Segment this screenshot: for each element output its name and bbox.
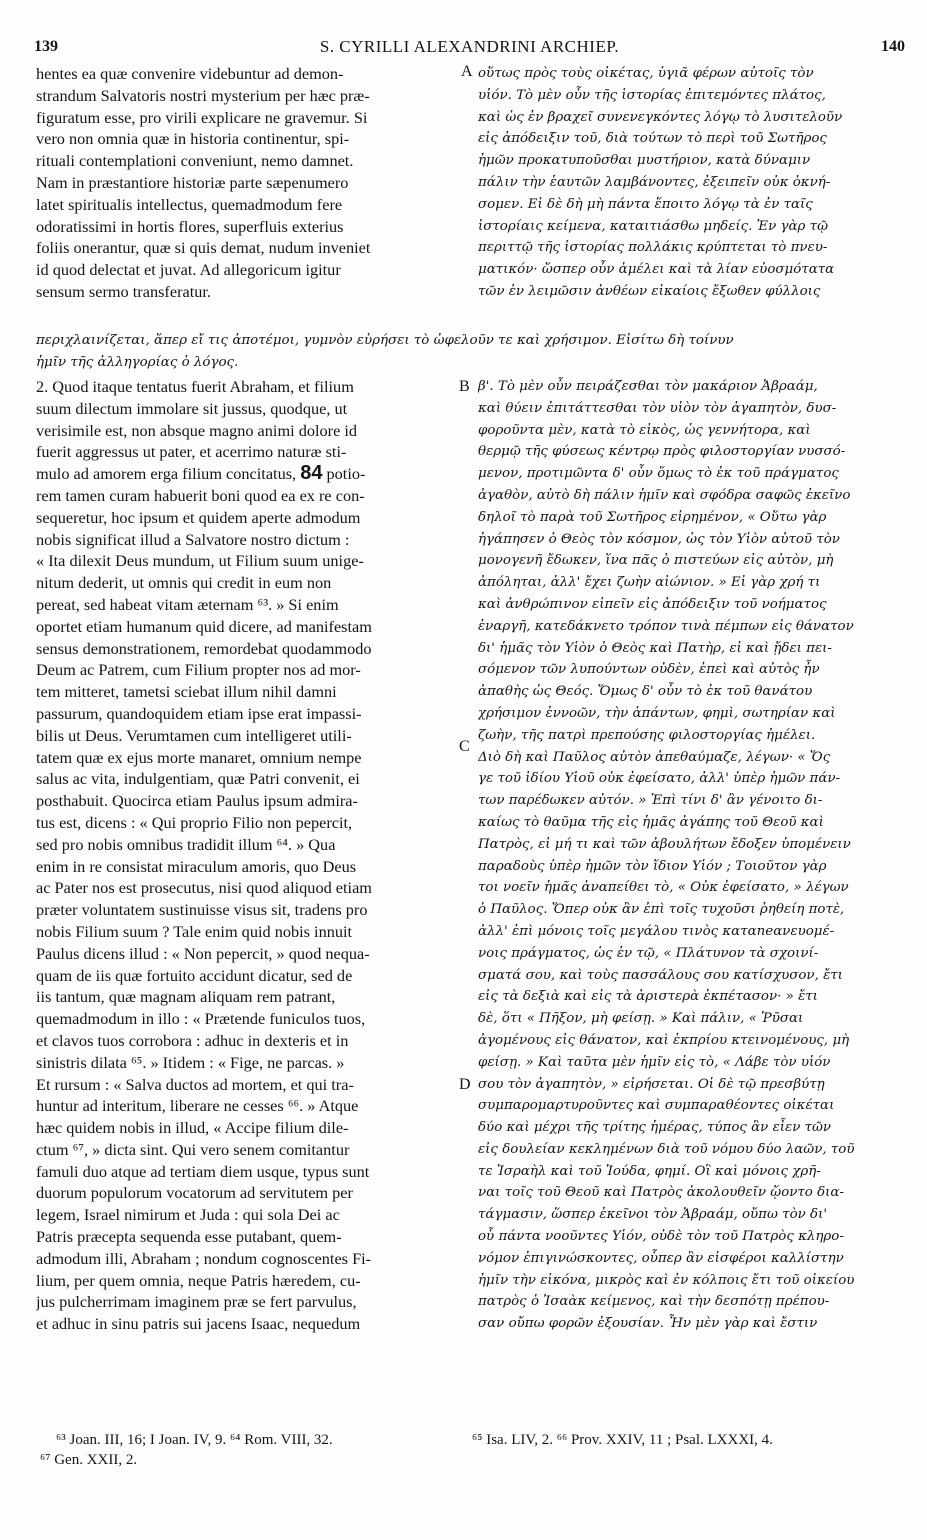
greek-column-main <box>478 376 890 1335</box>
greek-main-line: τε Ἰσραὴλ καὶ τοῦ Ἰούδα, φημί. Οἳ καὶ μόνοις χρῆ- <box>478 1163 821 1179</box>
latin-main-line: salus ac vita, indulgentiam, quæ Patri convenit, ei <box>36 769 360 789</box>
greek-main-line: των παρέδωκεν αὐτόν. » Ἐπὶ τίνι δ' ἂν γένοιτο δι- <box>478 793 823 809</box>
latin-main-line: tatem quæ ex ejus morte manaret, omnium nempe <box>36 747 362 767</box>
latin-main-line: verisimile est, non absque magno animi dolore id <box>36 420 358 440</box>
greek-main-line: τάγμασιν, ὥσπερ ἐκεῖνοι τὸν Ἀβραάμ, οὔπω τὸν δι' <box>478 1207 828 1223</box>
greek-main-line: εἰς δουλείαν κεκλημένων διὰ τοῦ νόμου δύο λαῶν, τοῦ <box>478 1141 855 1157</box>
greek-main-line: σματά σου, καὶ τοὺς πασσάλους σου κατίσχυσον, ἔτι <box>478 967 843 983</box>
latin-top-line: odoratissimi in hortis flores, superfluis exterius <box>36 216 344 236</box>
greek-main-line: παραδοὺς ὑπὲρ ἡμῶν τὸν ἴδιον Υἱόν ; Τοιοῦτον γὰρ <box>478 858 827 874</box>
greek-main-line: ἀγαθὸν, αὐτὸ δὴ πάλιν ἡμῖν καὶ σφόδρα σαφῶς ἐκεῖνο <box>478 487 851 503</box>
latin-main-line: passurum, quandoquidem etiam ipse erat impassi- <box>36 703 362 723</box>
greek-main-line: ἡμῖν τὴν εἰκόνα, μικρὸς καὶ ἐν κόλποις ἔτι τοῦ οἰκείου <box>478 1272 855 1288</box>
latin-main-line: sinistris dilata ⁶⁵. » Itidem : « Fige, ne parcas. » <box>36 1052 345 1072</box>
greek-main-line: πατρὸς ὁ Ἰσαὰκ κείμενος, καὶ τὴν δεσπότῃ πρέπου- <box>478 1294 830 1310</box>
footnote-right-1: ⁶⁵ Isa. LIV, 2. ⁶⁶ Prov. XXIV, 11 ; Psal. LXXXI, 4. <box>472 1432 773 1448</box>
greek-main-line: καὶ ἀνθρώπινον εἰπεῖν εἰς ἀπόδειξιν τοῦ νοήματος <box>478 596 827 612</box>
greek-main-line: ἀλλ' ἐπὶ μόνοις τοῖς μεγάλου τινὸς καταneανευομέ- <box>478 923 835 939</box>
greek-main-line: φοροῦντα μὲν, κατὰ τὸ εἰκὸς, ὡς γεννήτορα, καὶ <box>478 422 811 438</box>
latin-main-line: Et rursum : « Salva ductos ad mortem, et qui tra- <box>36 1074 354 1094</box>
greek-main-line: ἠγάπησεν ὁ Θεὸς τὸν κόσμον, ὡς τὸν Υἱὸν αὐτοῦ τὸν <box>478 531 840 547</box>
greek-top-line: ματικόν· ὥσπερ οὖν ἀμέλει καὶ τὰ λίαν εὐοσμότατα <box>478 262 835 278</box>
greek-full-line: περιχλαινίζεται, ἅπερ εἴ τις ἀποτέμοι, γυμνὸν εὑρήσει τὸ ὠφελοῦν τε καὶ χρήσιμον. Εἰσίτω δὴ τοίνυν <box>36 333 734 348</box>
footnote-left-1: ⁶³ Joan. III, 16; I Joan. IV, 9. ⁶⁴ Rom. VIII, 32. <box>56 1432 333 1448</box>
greek-main-line: εἰς τὰ δεξιὰ καὶ εἰς τὰ ἀριστερὰ ἐκπέτασον· » ἔτι <box>478 989 818 1005</box>
latin-main-line: nobis Filium suum ? Tale enim quid nobis innuit <box>36 921 353 941</box>
latin-main-line: pereat, sed habeat vitam æternam ⁶³. » Si enim <box>36 594 339 614</box>
greek-top-line: καὶ ὡς ἐν βραχεῖ συνενεγκόντες λόγῳ τὸ λυσιτελοῦν <box>478 109 843 125</box>
column-number: 84 <box>300 463 323 485</box>
greek-main-line: ἀπόληται, ἀλλ' ἔχει ζωὴν αἰώνιον. » Εἰ γὰρ χρή τι <box>478 575 821 591</box>
greek-main-line: ἀπαθὴς ὡς Θεός. Ὅμως δ' οὖν τὸ ἐκ τοῦ θανάτου <box>478 684 813 700</box>
latin-main-line: Deum ac Patrem, cum Filium propter nos ad mor- <box>36 660 361 680</box>
greek-top-line: εἰς ἀπόδειξιν τοῦ, διὰ τούτων τὸ περὶ τοῦ Σωτῆρος <box>478 131 827 147</box>
latin-top-line: strandum Salvatoris nostri mysterium per hæc præ- <box>36 85 370 105</box>
greek-main-line: ἀγομένους εἰς θάνατον, καὶ ἐκπρίου κτεινομένους, μὴ <box>478 1032 850 1048</box>
greek-main-line: δὲ, ὅτι « Πῆξον, μὴ φείσῃ. » Καὶ πάλιν, « Ῥῦσαι <box>478 1011 804 1027</box>
latin-main-line: famuli duo atque ad tertiam diem usque, typus sunt <box>36 1161 370 1181</box>
greek-top-line: υἱόν. Τὸ μὲν οὖν τῆς ἱστορίας ἐπιτεμόντες πλάτος, <box>478 87 826 103</box>
greek-main-line: νοις πράγματος, ὡς ἐν τῷ, « Πλάτυνον τὰ σχοινί- <box>478 945 819 961</box>
latin-inline-tail: potio- <box>322 464 366 484</box>
greek-top-line: ἡμῶν προκατυποῦσθαι μυστήριον, κατὰ δύναμιν <box>478 153 811 169</box>
greek-main-line: δύο καὶ μέχρι τῆς τρίτης ἡμέρας, τύπος ἂν εἶεν τῶν <box>478 1120 832 1136</box>
section-marker-d: D <box>459 1076 471 1093</box>
latin-main-line: duorum populorum vocatorum ad servitutem per <box>36 1183 353 1203</box>
greek-main-line: τοι νοεῖν ἡμᾶς ἀναπείθει τὸ, « Οὐκ ἐφείσατο, » λέγων <box>478 880 849 896</box>
greek-top-line: σομεν. Εἰ δὲ δὴ μὴ πάντα ἕποιτο λόγῳ τὰ ἐν ταῖς <box>478 196 813 212</box>
latin-top-line: rituali contemplationi conveniunt, nemo damnet. <box>36 151 354 171</box>
greek-main-line: συμπαρομαρτυροῦντες καὶ συμπαραθέοντες οἰκέται <box>478 1098 835 1114</box>
latin-top-line: id quod delectat et juvat. Ad allegoricum igitur <box>36 260 341 280</box>
latin-main-line: bilis ut Deus. Verumtamen cum intelligeret utili- <box>36 725 352 745</box>
latin-main-line: tus est, dicens : « Qui proprio Filio non pepercit, <box>36 812 353 832</box>
running-title: S. CYRILLI ALEXANDRINI ARCHIEP. <box>319 37 620 56</box>
latin-top-line: latet spiritualis intellectus, quemadmodum fere <box>36 194 343 214</box>
greek-main-line: ὁ Παῦλος. Ὅπερ οὐκ ἂν ἐπὶ τοῖς τυχοῦσι ῥηθείη ποτὲ, <box>478 902 845 918</box>
greek-top-line: οὕτως πρὸς τοὺς οἰκέτας, ὑγιᾶ φέρων αὐτοῖς τὸν <box>478 66 814 81</box>
latin-top-line: Nam in præstantiore historiæ parte sæpenumero <box>36 172 349 192</box>
greek-main-line: ναι τοῖς τοῦ Θεοῦ καὶ Πατρὸς ἀκολουθεῖν ᾤοντο δια- <box>478 1185 844 1201</box>
greek-main-line: Πατρὸς, εἰ μή τι καὶ τῶν ἀβουλήτων ἔδοξεν ὑπομένειν <box>478 836 851 852</box>
latin-main-line: jus pulcherrimam imaginem præ se fert parvulus, <box>36 1292 357 1312</box>
latin-main-line: hæc quidem nobis in illud, « Accipe filium dile- <box>36 1118 349 1138</box>
latin-main-line: ac Pater nos est prosecutus, nisi quod aliquod etiam <box>36 878 372 898</box>
section-marker-c: C <box>459 738 470 755</box>
latin-main-line: posthabuit. Quocirca etiam Paulus ipsum admira- <box>36 791 358 811</box>
greek-top-line: ἱστορίαις κείμενα, καταιτιάσθω μηδείς. Ἐν γὰρ τῷ <box>478 218 828 234</box>
greek-top-line: περιττῷ τῆς ἱστορίας πολλάκις κρύπτεται τὸ πνευ- <box>478 240 828 256</box>
greek-main-line: καίως τὸ θαῦμα τῆς εἰς ἡμᾶς ἀγάπης τοῦ Θεοῦ καὶ <box>478 814 824 830</box>
section-marker-a: A <box>461 63 473 80</box>
page-header <box>34 8 905 56</box>
greek-main-line: μονογενῆ ἔδωκεν, ἵνα πᾶς ὁ πιστεύων εἰς αὐτὸν, μὴ <box>478 553 834 569</box>
latin-main-line: « Ita dilexit Deus mundum, ut Filium suum unige- <box>36 551 364 571</box>
greek-main-line: σου τὸν ἀγαπητὸν, » εἰρήσεται. Οἱ δὲ τῷ πρεσβύτῃ <box>478 1076 825 1092</box>
latin-main-line: quam de iis quæ fortuito accidunt dicatur, sed de <box>36 965 353 985</box>
latin-top-line: figuratum esse, pro virili explicare ne gravemur. Si <box>36 107 368 127</box>
latin-main-line: Paulus dicens illud : « Non pepercit, » quod nequa- <box>36 943 370 963</box>
greek-top-line: τῶν ἐν λειμῶσιν ἀνθέων εἰκαίοις ἔξωθεν φύλλοις <box>478 283 821 299</box>
latin-main-line: iis tantum, quæ magnam aliquam rem patrant, <box>36 987 336 1007</box>
greek-top-line: πάλιν τὴν ἑαυτῶν λαμβάνοντες, ἐξειπεῖν οὐκ ὀκνή- <box>478 174 831 190</box>
greek-main-line: θερμῷ τῆς φύσεως κέντρῳ πρὸς φιλοστοργίαν νυσσό- <box>478 444 846 460</box>
greek-main-line: χρήσιμον ἐννοῶν, τὴν ἁπάντων, φημὶ, σωτηρίαν καὶ <box>478 705 836 721</box>
latin-main-line: huntur ad interitum, liberare ne cesses ⁶⁶. » Atque <box>36 1096 359 1116</box>
page-number-right: 140 <box>881 38 905 55</box>
latin-top-line: foliis onerantur, quæ si quis demat, nudum inveniet <box>36 238 371 258</box>
latin-main-line: mulo ad amorem erga filium concitatus, 84 potio- <box>36 463 366 485</box>
greek-full-line: ἡμῖν τῆς ἀλληγορίας ὁ λόγος. <box>36 354 239 370</box>
latin-main-line: 2. Quod itaque tentatus fuerit Abraham, et filium <box>36 377 354 396</box>
greek-main-line: νόμον ἐπιγινώσκοντες, οὗπερ ἂν εἰσφέροι καλλίστην <box>478 1250 844 1266</box>
greek-column-top <box>478 63 890 303</box>
latin-top-line: vero non omnia quæ in historia continentur, spi- <box>36 129 350 149</box>
latin-top-line: hentes ea quæ convenire videbuntur ad demon- <box>36 64 344 83</box>
latin-main-line: nitum dederit, ut omnis qui credit in eum non <box>36 573 332 593</box>
greek-main-line: μενον, προτιμῶντα δ' οὖν ὅμως τὸ ἐκ τοῦ πράγματος <box>478 466 839 482</box>
latin-main-line: legem, Israel nimirum et Juda : qui sola Dei ac <box>36 1205 340 1225</box>
footnote-left-2: ⁶⁷ Gen. XXII, 2. <box>40 1452 138 1468</box>
greek-main-line: φείσῃ. » Καὶ ταῦτα μὲν ἡμῖν εἰς τὸ, « Λάβε τὸν υἱόν <box>478 1054 831 1070</box>
latin-main-line: ctum ⁶⁷, » dicta sint. Qui vero senem comitantur <box>36 1139 350 1159</box>
latin-main-line: admodum illi, Abraham ; nondum cognoscentes Fi- <box>36 1248 372 1268</box>
latin-main-line: sequeretur, hoc ipsum et quidem aperte admodum <box>36 507 361 527</box>
latin-main-line: suum dilectum immolare sit jussus, quodque, ut <box>36 398 348 418</box>
latin-main-line: enim in re consistat miraculum amoris, quo Deus <box>36 856 357 876</box>
latin-main-line: fuerit aggressus ut pater, et acerrimo naturæ sti- <box>36 442 347 462</box>
latin-main-line: oportet etiam humanum quid dicere, ad manifestam <box>36 616 372 636</box>
latin-main-line: Patris præcepta sequenda esse putabant, quem- <box>36 1227 342 1247</box>
greek-main-line: ζωὴν, τῆς πατρὶ πρεπούσης φιλοστοργίας ἠμέλει. <box>478 727 816 743</box>
latin-main-line: quemadmodum in illo : « Prætende funiculos tuos, <box>36 1009 366 1029</box>
section-marker-b: B <box>459 378 470 395</box>
greek-main-line: ἐναργῆ, κατεδάκνετο τρόπον τινὰ πέμπων εἰς θάνατον <box>478 618 854 634</box>
latin-main-line: et adhuc in sinu patris sui jacens Isaac, nequedum <box>36 1314 361 1334</box>
latin-main-line: rem tamen curam habuerit boni quod ea ex re con- <box>36 485 365 505</box>
latin-main-line: sensus demonstrationem, remordebat quodammodo <box>36 638 372 658</box>
greek-main-line: γε τοῦ ἰδίου Υἱοῦ οὐκ ἐφείσατο, ἀλλ' ὑπὲρ ἡμῶν πάν- <box>478 771 841 787</box>
latin-main-line: et clavos tuos corrobora : adhuc in dexteris et in <box>36 1030 349 1050</box>
page-number-left: 139 <box>34 38 58 55</box>
greek-main-line: Διὸ δὴ καὶ Παῦλος αὐτὸν ἀπεθαύμαζε, λέγων· « Ὅς <box>478 749 831 765</box>
greek-main-line: δηλοῖ τὸ παρὰ τοῦ Σωτῆρος εἰρημένον, « Οὕτω γὰρ <box>478 509 827 525</box>
latin-main-line: lium, per quem omnia, neque Patris hæredem, cu- <box>36 1270 361 1290</box>
greek-main-line: οὗ πάντα νοοῦντες Υἱόν, οὐδὲ τὸν τοῦ Πατρὸς κληρο- <box>478 1229 844 1245</box>
latin-main-line: tem mitteret, tametsi sciebat illum nihil damni <box>36 682 337 702</box>
greek-main-line: καὶ θύειν ἐπιτάττεσθαι τὸν υἱὸν τὸν ἀγαπητὸν, δυσ- <box>478 400 837 416</box>
latin-top-line: sensum sermo transferatur. <box>36 281 211 301</box>
latin-column-top <box>36 63 456 303</box>
latin-main-line: sed pro nobis omnibus tradidit illum ⁶⁴. » Qua <box>36 834 336 854</box>
greek-main-line: σαν οὔπω φορῶν ἐξουσίαν. Ἦν μὲν γὰρ καὶ ἔστιν <box>478 1316 818 1332</box>
latin-main-line: nobis significat illud a Salvatore nostro dictum : <box>36 529 350 549</box>
greek-main-line: δι' ἡμᾶς τὸν Υἱὸν ὁ Θεὸς καὶ Πατὴρ, εἰ καὶ ᾔδει πει- <box>478 640 832 656</box>
greek-full-width-lines <box>36 330 888 374</box>
greek-main-line: σόμενον τῶν λυπούντων οὐδὲν, ἐπεὶ καὶ αὐτὸς ἦν <box>478 662 820 678</box>
latin-column-main <box>36 376 456 1335</box>
greek-main-line: β'. Τὸ μὲν οὖν πειράζεσθαι τὸν μακάριον Ἀβραάμ, <box>478 379 818 394</box>
latin-main-line: præter voluntatem sustinuisse visus sit, tradens pro <box>36 900 368 920</box>
